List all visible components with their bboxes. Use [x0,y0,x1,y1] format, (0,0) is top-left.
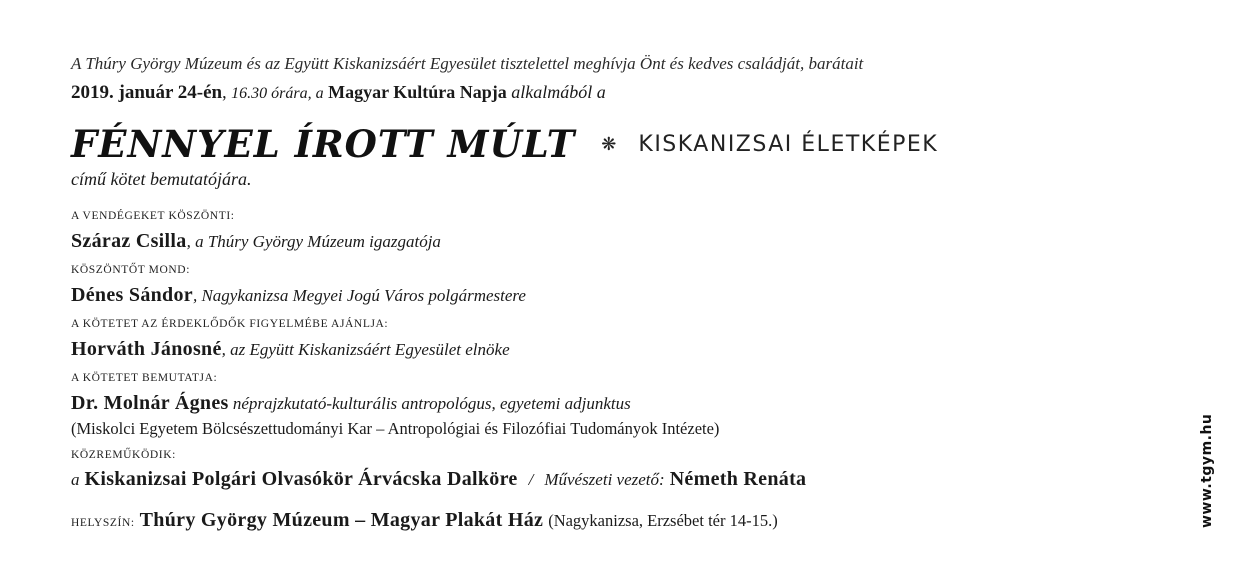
book-title-row [71,122,938,166]
performers-group: Kiskanizsai Polgári Olvasókör Árvácska Dalköre [84,468,518,490]
book-title: FÉNNYEL ÍROTT MÚLT [71,122,576,166]
venue-label: HELYSZÍN: [71,517,135,529]
event-line [71,82,606,104]
event-occasion: Magyar Kultúra Napja [328,82,507,102]
recommender-role: , az Együtt Kiskanizsáért Egyesület elnöke [221,340,510,359]
presenter-name: Dr. Molnár Ágnes [71,392,229,414]
book-subtitle: KISKANIZSAI ÉLETKÉPEK [638,131,939,157]
speaker-label: KÖSZÖNTŐT MOND: [71,264,190,276]
event-occasion-suffix: alkalmából a [511,82,606,102]
event-comma: , [222,82,232,102]
presenter-affiliation: (Miskolci Egyetem Bölcsészettudományi Kar – Antropológiai és Filozófiai Tudományok Intézete) [71,419,720,438]
event-date: 2019. január 24-én [71,82,223,103]
recommender-label: A KÖTETET AZ ÉRDEKLŐDŐK FIGYELMÉBE AJÁNLJA: [71,318,389,330]
venue [71,509,778,532]
performers [71,468,806,491]
performers-label: KÖZREMŰKÖDIK: [71,449,176,461]
recommender [71,338,510,361]
venue-address: (Nagykanizsa, Erzsébet tér 14-15.) [548,511,778,530]
director-name: Németh Renáta [669,468,807,490]
greeter-name: Száraz Csilla [71,230,187,252]
website-link[interactable]: www.tgym.hu [1199,413,1215,528]
presentation-line: című kötet bemutatójára. [71,169,252,189]
speaker-role: , Nagykanizsa Megyei Jogú Város polgármestere [192,286,526,305]
performers-prefix: a [71,470,80,489]
presenter-role: néprajzkutató-kulturális antropológus, egyetemi adjunktus [228,394,631,413]
speaker-name: Dénes Sándor [71,284,193,306]
greeter-role: , a Thúry György Múzeum igazgatója [186,232,441,251]
presenter-label: A KÖTETET BEMUTATJA: [71,372,218,384]
intro-text: A Thúry György Múzeum és az Együtt Kiskanizsáért Egyesület tisztelettel meghívja Önt és kedves családját, barátait [71,54,864,73]
speaker [71,284,526,307]
recommender-name: Horváth Jánosné [71,338,222,360]
venue-name: Thúry György Múzeum – Magyar Plakát Ház [139,509,544,531]
greeter [71,230,441,253]
event-time: 16.30 órára, a [231,85,324,102]
performers-slash: / [528,470,534,489]
asterism-icon: ❋ [601,133,617,155]
greeter-label: A VENDÉGEKET KÖSZÖNTI: [71,210,235,222]
presenter [71,392,631,415]
director-label: Művészeti vezető: [544,470,665,489]
